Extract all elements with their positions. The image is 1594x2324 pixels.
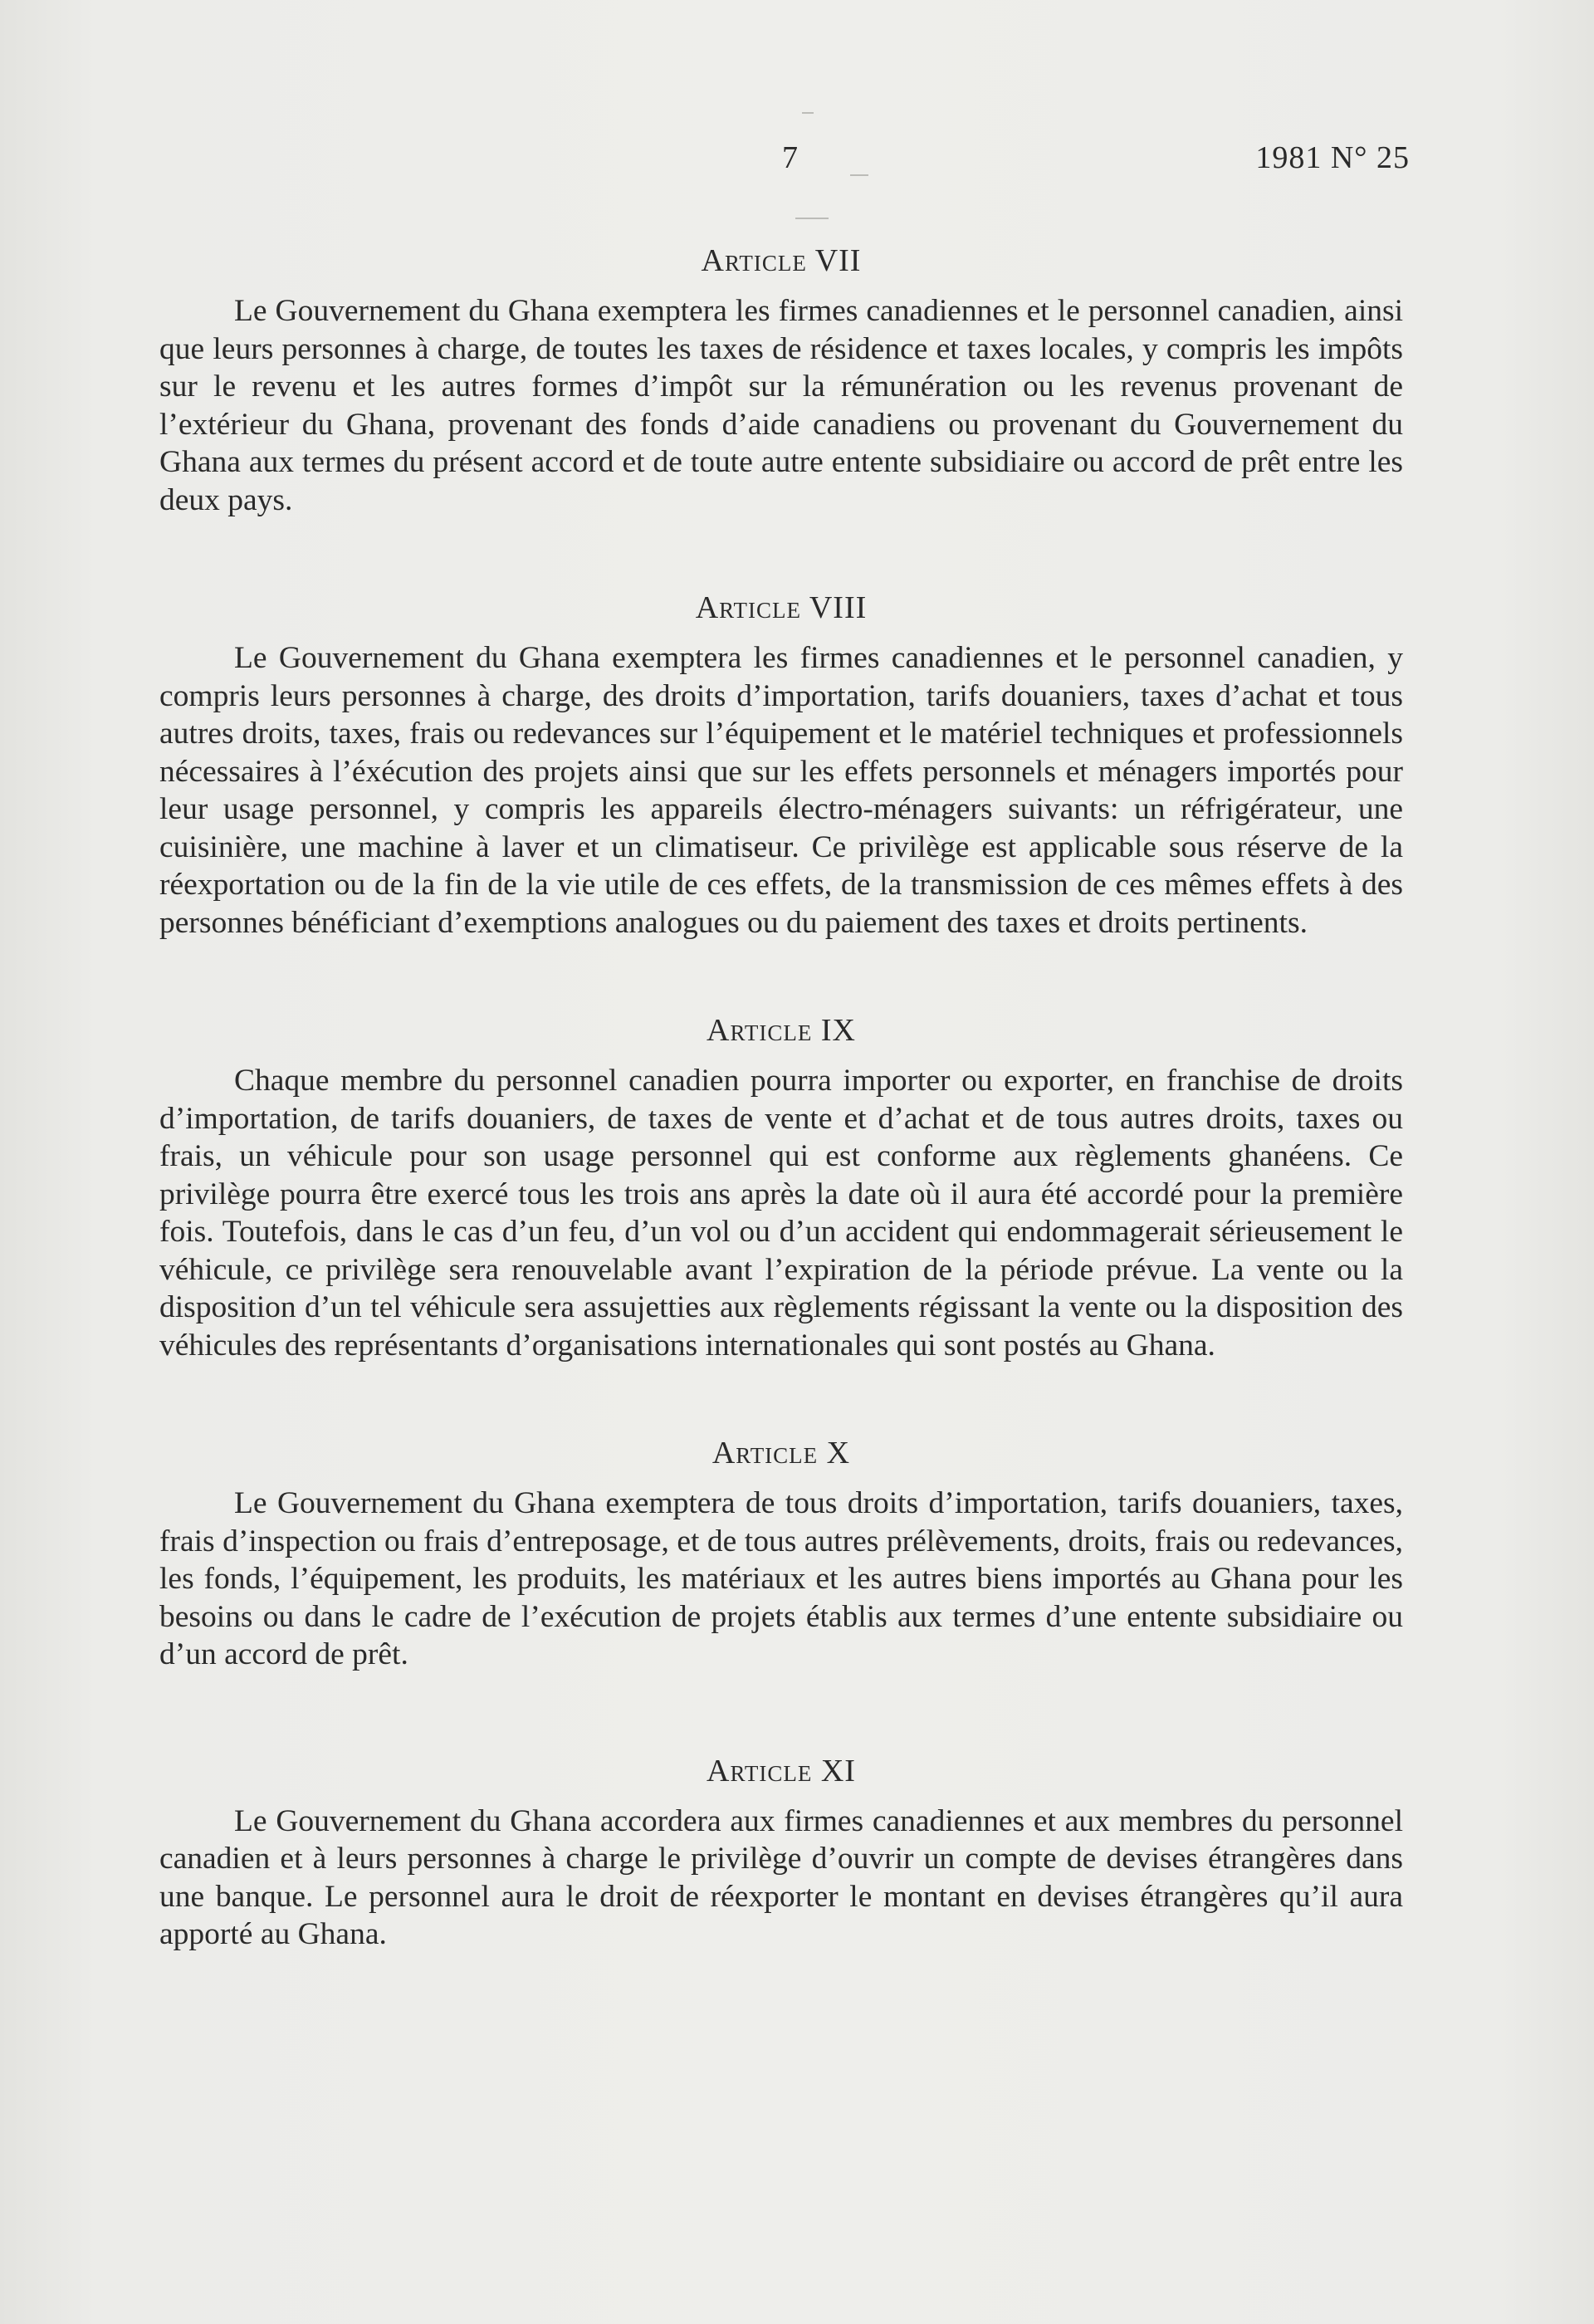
scan-mark <box>802 112 814 114</box>
article-text: Le Gouvernement du Ghana accordera aux firmes canadiennes et aux membres du personnel canadien et à leurs personnes à charge le privilège d’ouvrir un compte de devises étrangères dans une banque. Le personnel aura le droit de réexporter le montant en devises étrangères qu’il aura apporté au Ghana. <box>159 1803 1403 1951</box>
scan-mark <box>795 218 829 219</box>
article-xi <box>159 1753 1403 1954</box>
article-vii <box>159 242 1403 519</box>
article-heading: Article VII <box>701 243 862 278</box>
article-heading: Article IX <box>707 1013 856 1048</box>
article-text: Le Gouvernement du Ghana exemptera de tous droits d’importation, tarifs douaniers, taxes, frais d’inspection ou frais d’entreposage, et de tous autres prélèvements, droits, frais ou redevances, les fonds, l’équipement, les produits, les matériaux et les autres biens importés au Ghana pour les besoins ou dans le cadre de l’exécution de projets établis aux termes d’une entente subsidiaire ou d’un accord de prêt. <box>159 1486 1403 1671</box>
article-heading: Article VIII <box>695 590 868 625</box>
article-text: Le Gouvernement du Ghana exemptera les firmes canadiennes et le personnel canadien, y compris leurs personnes à charge, des droits d’importation, tarifs douaniers, taxes d’achat et tous autres droits, taxes, frais ou redevances sur l’équipement et le matériel techniques et professionnels nécessaires à l’éxécution des projets ainsi que sur les effets personnels et ménagers importés pour leur usage personnel, y compris les appareils électro-ménagers suivants: un réfrigérateur, une cuisinière, une machine à laver et un climatiseur. Ce privilège est applicable sous réserve de la réexportation ou de la fin de la vie utile de ces effets, de la transmission de ces mêmes effets à des personnes bénéficiant d’exemptions analogues ou du paiement des taxes et droits pertinents. <box>159 641 1403 940</box>
article-text: Chaque membre du personnel canadien pourra importer ou exporter, en franchise de droits d’importation, de tarifs douaniers, de taxes de vente et d’achat et de tous autres droits, taxes ou frais, un véhicule pour son usage personnel qui est conforme aux règlements ghanéens. Ce privilège pourra être exercé tous les trois ans après la date où il aura été accordé pour la première fois. Toutefois, dans le cas d’un feu, d’un vol ou d’un accident qui endommagerait sérieusement le véhicule, ce privilège sera renouvelable avant l’expiration de la période prévue. La vente ou la disposition d’un tel véhicule sera assujetties aux règlements régissant la vente ou la disposition des véhicules des représentants d’organisations internationales qui sont postés au Ghana. <box>159 1064 1403 1363</box>
article-heading: Article X <box>711 1436 851 1470</box>
page-header <box>0 139 1594 189</box>
page-number: 7 <box>782 140 799 175</box>
article-x <box>159 1435 1403 1674</box>
article-ix <box>159 1012 1403 1364</box>
document-body <box>159 232 1403 1954</box>
article-heading: Article XI <box>707 1753 856 1788</box>
article-text: Le Gouvernement du Ghana exemptera les firmes canadiennes et le personnel canadien, ainsi que leurs personnes à charge, de toutes les taxes de résidence et taxes locales, y compris les impôts sur le revenu et les autres formes d’impôt sur la rémunération ou les revenus provenant de l’extérieur du Ghana, provenant des fonds d’aide canadiens ou provenant du Gouvernement du Ghana aux termes du présent accord et de toute autre entente subsidiaire ou accord de prêt entre les deux pays. <box>159 294 1403 517</box>
article-viii <box>159 590 1403 942</box>
volume-number: 1981 N° 25 <box>1255 140 1410 175</box>
